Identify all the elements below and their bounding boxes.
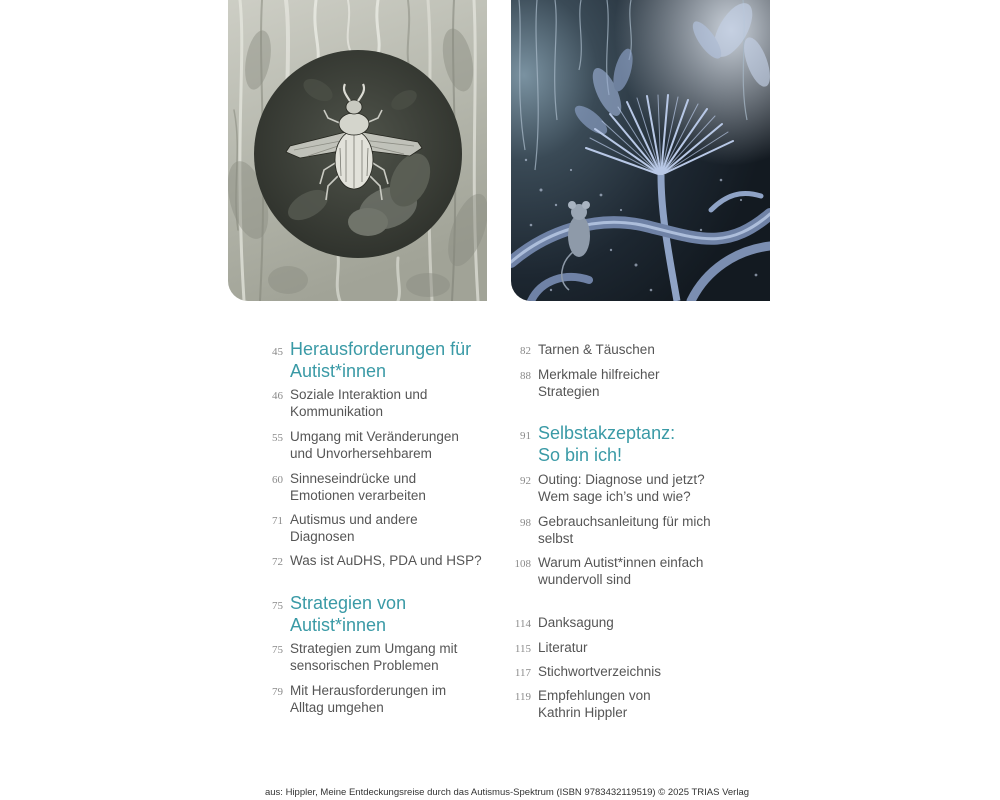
toc-entry bbox=[262, 552, 482, 569]
title-line: Kommunikation bbox=[290, 403, 384, 419]
entry-title bbox=[538, 366, 660, 400]
entry-title bbox=[538, 639, 588, 656]
entry-title bbox=[538, 614, 614, 631]
toc-entry bbox=[506, 554, 703, 588]
page-number: 71 bbox=[272, 514, 283, 527]
entry-title bbox=[290, 386, 427, 420]
page-number: 45 bbox=[272, 346, 283, 358]
chapter-heading bbox=[262, 592, 406, 636]
title-line: Sinneseindrücke und bbox=[290, 470, 417, 486]
entry-title bbox=[538, 554, 703, 588]
page-number: 119 bbox=[514, 690, 531, 703]
page-number: 88 bbox=[520, 369, 531, 382]
toc-entry bbox=[262, 428, 459, 462]
entry-title bbox=[290, 552, 482, 569]
title-line: Strategien zum Umgang mit bbox=[290, 640, 458, 656]
title-line: sensorischen Problemen bbox=[290, 657, 439, 673]
page-number: 46 bbox=[272, 389, 283, 402]
title-line: Soziale Interaktion und bbox=[290, 386, 428, 402]
toc-entry bbox=[262, 511, 418, 545]
title-line: Empfehlungen von bbox=[538, 687, 651, 703]
entry-title bbox=[290, 682, 446, 716]
title-line: Selbstakzeptanz: bbox=[538, 423, 676, 443]
title-line: Merkmale hilfreicher bbox=[538, 366, 660, 382]
page-number: 75 bbox=[272, 600, 283, 612]
title-line: Tarnen & Täuschen bbox=[538, 341, 655, 357]
title-line: Autismus und andere bbox=[290, 511, 418, 527]
page-number: 98 bbox=[520, 516, 531, 529]
jungle-mouse-illustration bbox=[511, 0, 770, 301]
title-line: Alltag umgehen bbox=[290, 699, 384, 715]
toc-entry bbox=[262, 470, 426, 504]
title-line: Emotionen verarbeiten bbox=[290, 487, 426, 503]
toc-entry bbox=[506, 471, 705, 505]
title-line: Kathrin Hippler bbox=[538, 704, 628, 720]
chapter-heading bbox=[262, 338, 471, 382]
toc-entry bbox=[506, 513, 711, 547]
page-number: 82 bbox=[520, 344, 531, 357]
entry-title bbox=[290, 428, 459, 462]
toc-entry bbox=[262, 682, 446, 716]
title-line: Danksagung bbox=[538, 614, 614, 630]
entry-title bbox=[538, 341, 655, 358]
title-line: Outing: Diagnose und jetzt? bbox=[538, 471, 705, 487]
title-line: Stichwortverzeichnis bbox=[538, 663, 662, 679]
toc-entry bbox=[506, 341, 655, 358]
toc-entry bbox=[506, 639, 588, 656]
beetle-illustration bbox=[228, 0, 487, 301]
toc-entry bbox=[262, 640, 457, 674]
title-line: und Unvorhersehbarem bbox=[290, 445, 432, 461]
title-line: Literatur bbox=[538, 639, 588, 655]
title-line: selbst bbox=[538, 530, 574, 546]
title-line: Strategien bbox=[538, 383, 600, 399]
toc-entry bbox=[262, 386, 427, 420]
entry-title bbox=[538, 663, 661, 680]
title-line: Warum Autist*innen einfach bbox=[538, 554, 704, 570]
page-number: 114 bbox=[514, 617, 531, 630]
title-line: Mit Herausforderungen im bbox=[290, 682, 447, 698]
title-line: So bin ich! bbox=[538, 445, 623, 465]
toc-entry bbox=[506, 687, 651, 721]
entry-title bbox=[538, 471, 705, 505]
page-number: 117 bbox=[514, 666, 531, 679]
entry-title bbox=[538, 687, 651, 721]
page-number: 115 bbox=[514, 642, 531, 655]
chapter-heading bbox=[506, 422, 675, 466]
title-line: Was ist AuDHS, PDA und HSP? bbox=[290, 552, 482, 568]
title-line: Wem sage ich’s und wie? bbox=[538, 488, 691, 504]
chapter-title bbox=[290, 338, 471, 382]
title-line: Herausforderungen für bbox=[290, 339, 472, 359]
toc-entry bbox=[506, 366, 660, 400]
page-number: 108 bbox=[514, 557, 531, 570]
page-number: 72 bbox=[272, 555, 283, 568]
title-line: Autist*innen bbox=[290, 615, 387, 635]
page-number: 79 bbox=[272, 685, 283, 698]
page-number: 60 bbox=[272, 473, 283, 486]
entry-title bbox=[290, 640, 457, 674]
entry-title bbox=[290, 470, 426, 504]
toc-entry bbox=[506, 614, 614, 631]
title-line: Gebrauchsanleitung für mich bbox=[538, 513, 711, 529]
entry-title bbox=[538, 513, 711, 547]
page-number: 75 bbox=[272, 643, 283, 656]
title-line: Diagnosen bbox=[290, 528, 355, 544]
title-line: Strategien von bbox=[290, 593, 407, 613]
chapter-title bbox=[290, 592, 406, 636]
page-number: 92 bbox=[520, 474, 531, 487]
title-line: Autist*innen bbox=[290, 361, 387, 381]
chapter-title bbox=[538, 422, 675, 466]
title-line: Umgang mit Veränderungen bbox=[290, 428, 459, 444]
page-number: 55 bbox=[272, 431, 283, 444]
toc-entry bbox=[506, 663, 661, 680]
title-line: wundervoll sind bbox=[538, 571, 632, 587]
page-number: 91 bbox=[520, 430, 531, 442]
entry-title bbox=[290, 511, 418, 545]
source-footer: aus: Hippler, Meine Entdeckungsreise durch das Autismus-Spektrum (ISBN 9783432119519) © 2025 TRIAS Verlag bbox=[264, 787, 750, 798]
